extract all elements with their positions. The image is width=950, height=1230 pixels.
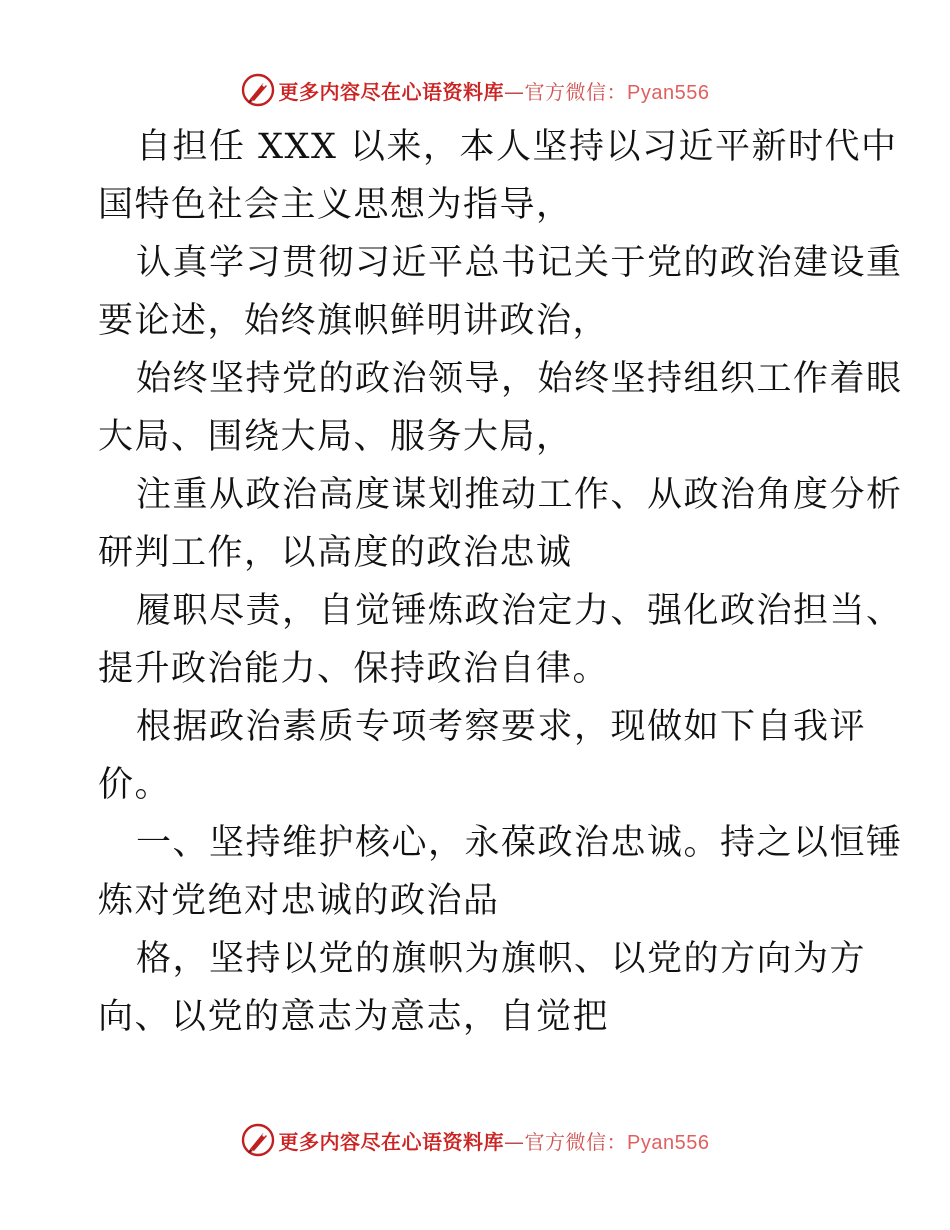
watermark-wechat-label: 官方微信： <box>524 79 628 104</box>
text-line: 要论述，始终旗帜鲜明讲政治， <box>98 301 610 341</box>
text-line: 价。 <box>98 765 172 805</box>
text-line: 注重从政治高度谋划推动工作、从政治角度分析 <box>136 475 903 515</box>
text-line: 自担任 XXX 以来，本人坚持以习近平新时代中 <box>136 127 898 167</box>
text-line: 大局、围绕大局、服务大局， <box>98 417 573 457</box>
text-line: 提升政治能力、保持政治自律。 <box>98 649 610 689</box>
watermark-wechat-id: Pyan556 <box>627 1131 710 1154</box>
watermark-text <box>279 1126 710 1155</box>
text-line: 一、坚持维护核心，永葆政治忠诚。持之以恒锤 <box>136 823 903 863</box>
text-line: 国特色社会主义思想为指导， <box>98 185 573 225</box>
text-line: 始终坚持党的政治领导，始终坚持组织工作着眼 <box>136 359 903 399</box>
watermark-dash: — <box>504 1129 525 1154</box>
text-line: 研判工作，以高度的政治忠诚 <box>98 533 573 573</box>
text-line: 根据政治素质专项考察要求，现做如下自我评 <box>136 707 867 747</box>
watermark-brand: 更多内容尽在心语资料库 <box>278 79 505 104</box>
text-line: 格，坚持以党的旗帜为旗帜、以党的方向为方 <box>136 939 867 979</box>
pen-nib-logo-icon <box>241 1123 275 1157</box>
pen-nib-logo-icon <box>241 73 275 107</box>
text-line: 炼对党绝对忠诚的政治品 <box>98 881 500 921</box>
text-line: 向、以党的意志为意志，自觉把 <box>98 997 610 1037</box>
watermark-text <box>279 76 710 105</box>
watermark-brand: 更多内容尽在心语资料库 <box>278 1129 505 1154</box>
document-body <box>98 118 903 1046</box>
text-line: 认真学习贯彻习近平总书记关于党的政治建设重 <box>136 243 903 283</box>
watermark-wechat-label: 官方微信： <box>524 1129 628 1154</box>
watermark-wechat-id: Pyan556 <box>627 81 710 104</box>
header-watermark <box>0 70 950 110</box>
watermark-dash: — <box>504 79 525 104</box>
footer-watermark <box>0 1120 950 1160</box>
text-line: 履职尽责，自觉锤炼政治定力、强化政治担当、 <box>136 591 903 631</box>
